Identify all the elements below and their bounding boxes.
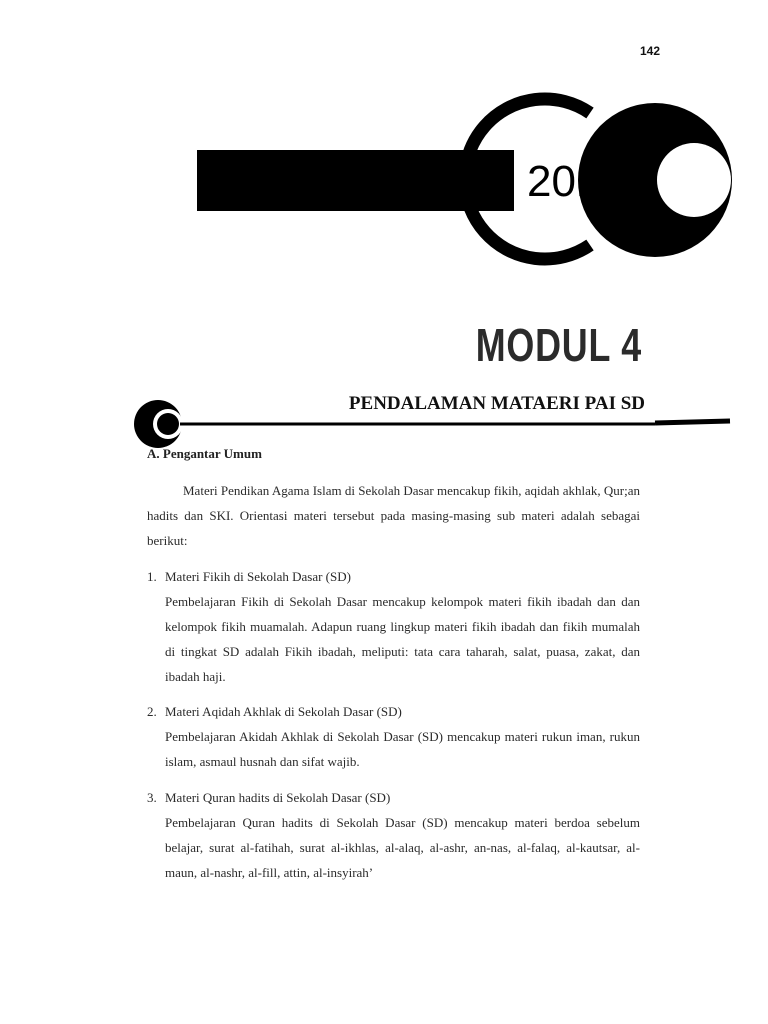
year-label: 2015 xyxy=(527,157,625,206)
section-heading: A. Pengantar Umum xyxy=(147,446,262,461)
module-subtitle: PENDALAMAN MATAERI PAI SD xyxy=(348,393,645,414)
list-item-title: Materi Fikih di Sekolah Dasar (SD) xyxy=(165,569,351,584)
list-item-title: Materi Aqidah Akhlak di Sekolah Dasar (SD) xyxy=(165,704,402,719)
divider-line-end xyxy=(655,421,730,423)
page-number: 142 xyxy=(639,44,660,58)
module-title: MODUL 4 xyxy=(475,319,642,371)
list-item-number: 2. xyxy=(147,704,157,719)
list-item-number: 3. xyxy=(147,790,157,805)
list-item-title: Materi Quran hadits di Sekolah Dasar (SD) xyxy=(165,790,391,805)
intro-paragraph: Materi Pendikan Agama Islam di Sekolah Dasar mencakup fikih, aqidah akhlak, Qur;an hadits dan SKI. Orientasi materi tersebut pada masing-masing sub materi adalah sebagai berikut: xyxy=(147,483,640,548)
list-item-body: Pembelajaran Fikih di Sekolah Dasar mencakup kelompok materi fikih ibadah dan dan kelompok fikih muamalah. Adapun ruang lingkup materi fikih ibadah dan fikih mumalah di tingkat SD adalah Fikih ibadah, meliputi: tata cara taharah, salat, puasa, zakat, dan ibadah haji. xyxy=(165,594,640,684)
divider-circle-inner xyxy=(157,413,179,435)
banner-bar xyxy=(197,150,514,211)
list-item-body: Pembelajaran Akidah Akhlak di Sekolah Dasar (SD) mencakup materi rukun iman, rukun islam, asmaul husnah dan sifat wajib. xyxy=(165,729,640,769)
list-item-number: 1. xyxy=(147,569,157,584)
header-banner-graphic xyxy=(0,0,768,300)
white-circle-hole xyxy=(657,143,731,217)
list-item-body: Pembelajaran Quran hadits di Sekolah Dasar (SD) mencakup materi berdoa sebelum belajar, surat al-fatihah, surat al-ikhlas, al-alaq, al-ashr, an-nas, al-falaq, al-kautsar, al-maun, al-nashr, al-fill, attin, al-insyirah’ xyxy=(165,815,640,880)
